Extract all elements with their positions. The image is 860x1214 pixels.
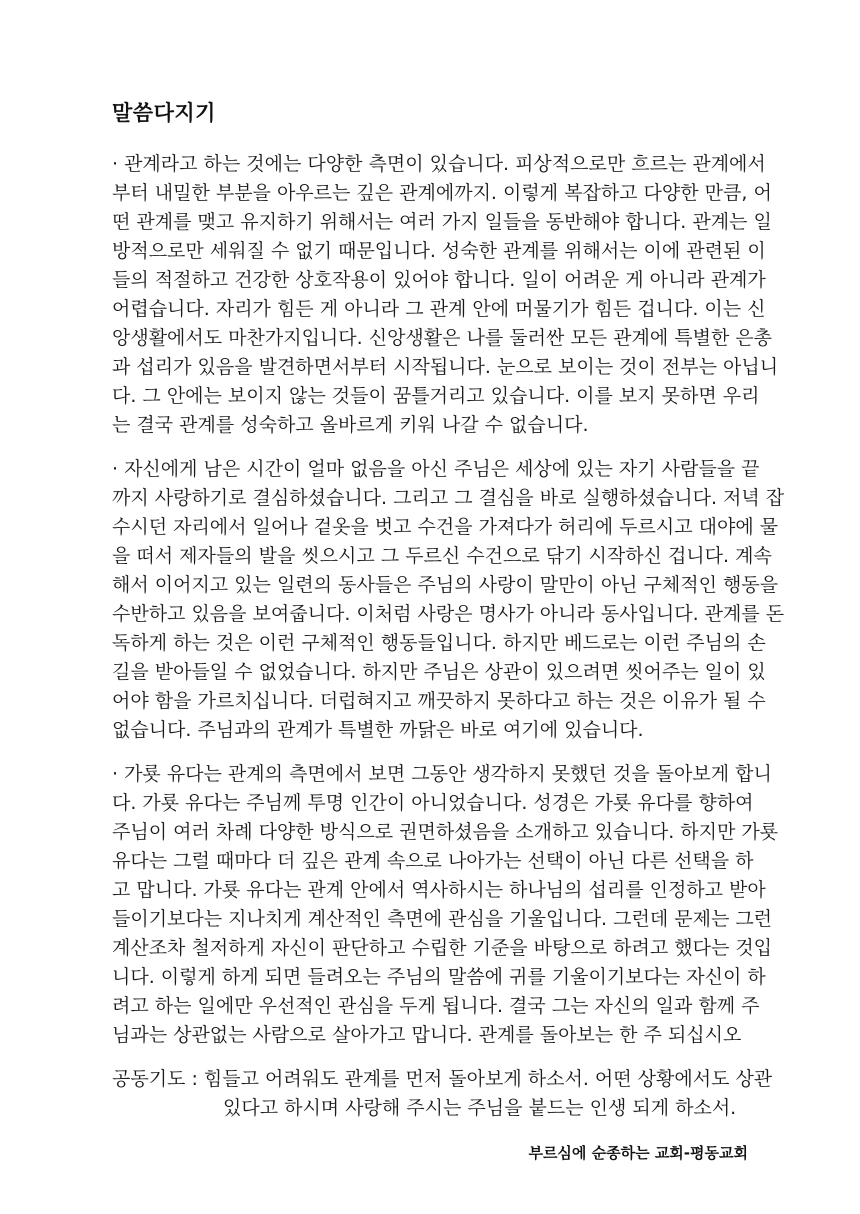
text-line: 있다고 하시며 사랑해 주시는 주님을 붙드는 인생 되게 하소서. <box>223 1097 737 1119</box>
communal-prayer <box>112 1065 773 1123</box>
text-line: 어렵습니다. 자리가 힘든 게 아니라 그 관계 안에 머물기가 힘든 겁니다. 이는 신 <box>112 298 766 320</box>
text-line: 과 섭리가 있음을 발견하면서부터 시작됩니다. 눈으로 보이는 것이 전부는 아닙니 <box>112 356 779 378</box>
text-line: 까지 사랑하기로 결심하셨습니다. 그리고 그 결심을 바로 실행하셨습니다. 저녁 잡 <box>112 487 785 509</box>
page-title: 말씀다지기 <box>112 101 216 125</box>
text-line: 주님이 여러 차례 다양한 방식으로 권면하셨음을 소개하고 있습니다. 하지만 가룟 <box>112 821 779 843</box>
footer-credit: 부르심에 순종하는 교회-평동교회 <box>528 1144 748 1162</box>
text-line: 수반하고 있음을 보여줍니다. 이처럼 사랑은 명사가 아니라 동사입니다. 관계를 돈 <box>112 603 785 625</box>
text-line: · 자신에게 남은 시간이 얼마 없음을 아신 주님은 세상에 있는 자기 사람들을 끝 <box>112 458 760 480</box>
text-line: · 가룟 유다는 관계의 측면에서 보면 그동안 생각하지 못했던 것을 돌아보게 합니 <box>112 763 772 785</box>
text-line: 다. 그 안에는 보이지 않는 것들이 꿈틀거리고 있습니다. 이를 보지 못하면 우리 <box>112 385 760 407</box>
text-line: 부터 내밀한 부분을 아우르는 깊은 관계에까지. 이렇게 복잡하고 다양한 만큼, 어 <box>112 182 772 204</box>
text-line: 려고 하는 일에만 우선적인 관심을 두게 됩니다. 결국 그는 자신의 일과 함께 주 <box>112 995 760 1017</box>
paragraph <box>112 760 779 1050</box>
text-line: · 관계라고 하는 것에는 다양한 측면이 있습니다. 피상적으로만 흐르는 관계에서 <box>112 153 766 175</box>
paragraph <box>112 455 785 745</box>
text-line: 방적으로만 세워질 수 없기 때문입니다. 성숙한 관계를 위해서는 이에 관련된 이 <box>112 240 766 262</box>
text-line: 을 떠서 제자들의 발을 씻으시고 그 두르신 수건으로 닦기 시작하신 겁니다. 계속 <box>112 545 772 567</box>
text-line: 독하게 하는 것은 이런 구체적인 행동들입니다. 하지만 베드로는 이런 주님의 손 <box>112 632 766 654</box>
text-line: 없습니다. 주님과의 관계가 특별한 까닭은 바로 여기에 있습니다. <box>112 719 644 741</box>
text-line: 계산조차 철저하게 자신이 판단하고 수립한 기준을 바탕으로 하려고 했다는 것입 <box>112 937 773 959</box>
text-line: 고 맙니다. 가룟 유다는 관계 안에서 역사하시는 하나님의 섭리를 인정하고 받아 <box>112 879 766 901</box>
text-line: 들이기보다는 지나치게 계산적인 측면에 관심을 기울입니다. 그런데 문제는 그런 <box>112 908 773 930</box>
text-line: 어야 함을 가르치십니다. 더럽혀지고 깨끗하지 못하다고 하는 것은 이유가 될 수 <box>112 690 766 712</box>
text-line: 니다. 이렇게 하게 되면 들려오는 주님의 말씀에 귀를 기울이기보다는 자신이 하 <box>112 966 766 988</box>
text-line: 해서 이어지고 있는 일련의 동사들은 주님의 사랑이 말만이 아닌 구체적인 행동을 <box>112 574 779 596</box>
text-line: 공동기도 : 힘들고 어려워도 관계를 먼저 돌아보게 하소서. 어떤 상황에서도 상관 <box>112 1068 773 1090</box>
paragraph <box>112 150 779 440</box>
text-line: 떤 관계를 맺고 유지하기 위해서는 여러 가지 일들을 동반해야 합니다. 관계는 일 <box>112 211 772 233</box>
text-line: 님과는 상관없는 사람으로 살아가고 맙니다. 관계를 돌아보는 한 주 되십시오 <box>112 1024 742 1046</box>
body-text <box>112 150 785 1050</box>
text-line: 들의 적절하고 건강한 상호작용이 있어야 합니다. 일이 어려운 게 아니라 관계가 <box>112 269 766 291</box>
text-line: 길을 받아들일 수 없었습니다. 하지만 주님은 상관이 있으려면 씻어주는 일이 있 <box>112 661 766 683</box>
text-line: 는 결국 관계를 성숙하고 올바르게 키워 나갈 수 없습니다. <box>112 414 589 436</box>
text-line: 유다는 그럴 때마다 더 깊은 관계 속으로 나아가는 선택이 아닌 다른 선택을 하 <box>112 850 754 872</box>
text-line: 다. 가룟 유다는 주님께 투명 인간이 아니었습니다. 성경은 가룟 유다를 향하여 <box>112 792 754 814</box>
text-line: 앙생활에서도 마찬가지입니다. 신앙생활은 나를 둘러싼 모든 관계에 특별한 은총 <box>112 327 773 349</box>
text-line: 수시던 자리에서 일어나 겉옷을 벗고 수건을 가져다가 허리에 두르시고 대야에 물 <box>112 516 779 538</box>
